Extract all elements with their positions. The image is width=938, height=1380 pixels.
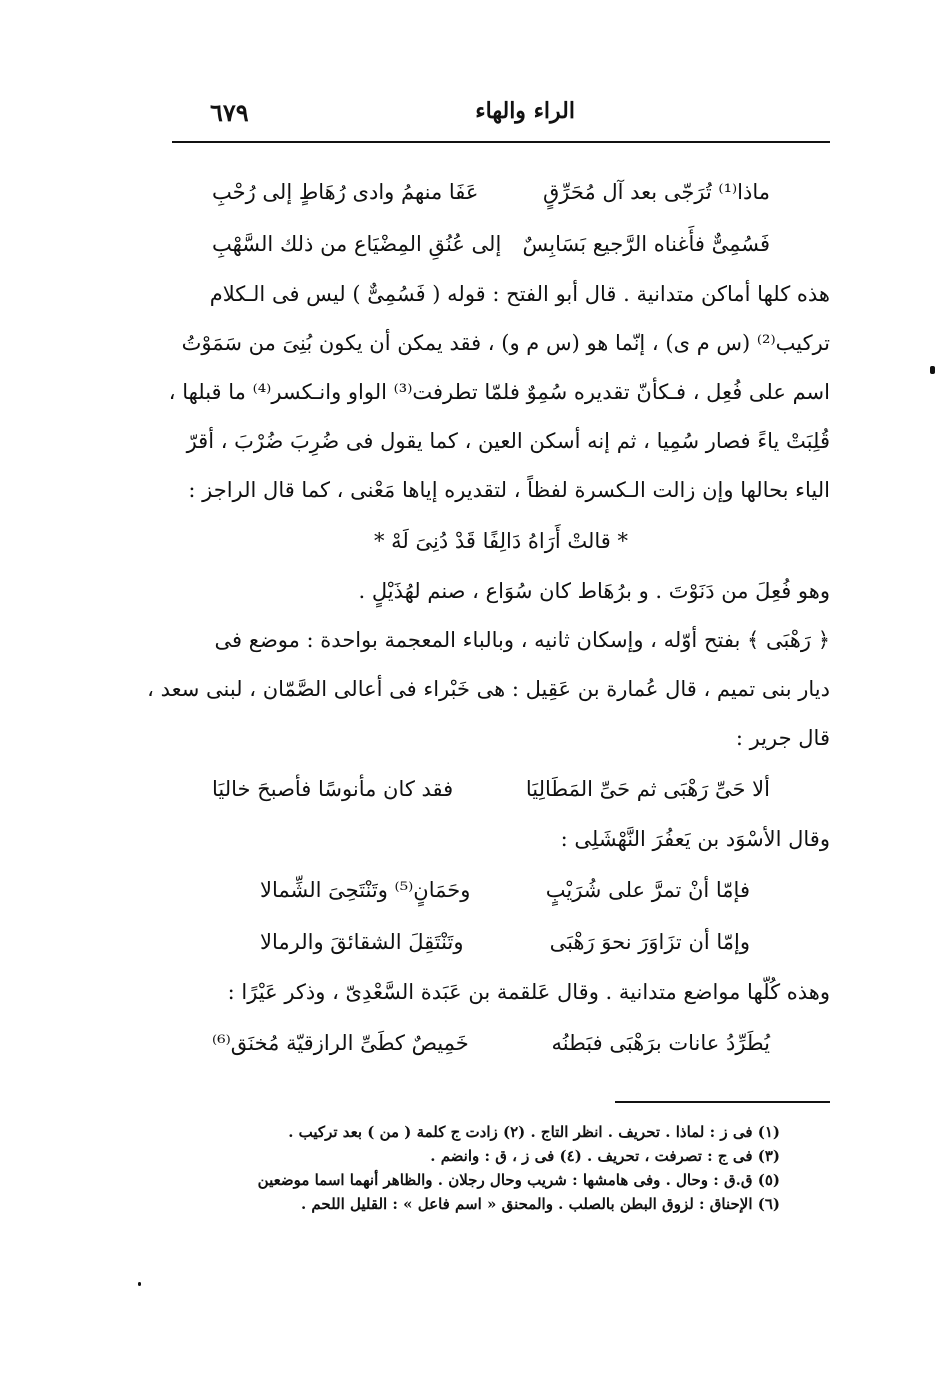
verse-hemistich-right: فإمّا أنْ تمرَّ على شُرَيْبٍ (545, 878, 750, 902)
verse-hemistich-right: فَسُمِىٌّ فأَغناه الرَّجيع بَسَابِسٌ (522, 232, 770, 256)
verse-hemistich-right: ماذا⁽¹⁾ تُرَجّى بعد آل مُحَرِّقٍ (543, 180, 770, 204)
main-text (147, 166, 830, 1069)
prose-block (172, 815, 830, 864)
running-title: الراء والهاء (475, 98, 575, 124)
page-number: ٦٧٩ (210, 98, 249, 127)
prose-line: قُلِبَتْ ياءً فصار سُمِيا ، ثم إنه أسكن العين ، كما يقول فى ضُرِبَ ضُرْبَ ، أقرّ (186, 429, 830, 453)
running-header (172, 92, 830, 132)
prose-line: الياء بحالها وإن زالت الـكسرة لفظاً ، لتقديره إياها مَعْنى ، كما قال الراجز : (188, 478, 830, 502)
verse-line (172, 218, 830, 270)
prose-line: اسم على فُعِل ، فـكأنّ تقديره سُمِوٌ فلمّا تطرفت⁽³⁾ الواو وانـكسر⁽⁴⁾ ما قبلها ، (168, 380, 830, 404)
scan-speck (930, 366, 935, 374)
verse-line (172, 916, 830, 968)
prose-line: هذه كلها أماكن متدانية . قال أبو الفتح : قوله ( فَسُمِىٌّ ) ليس فى الـكلام (209, 282, 830, 306)
verse-hemistich-right: ألا حَىِّ رَهْبَى ثم حَىِّ المَطَالِيَا (525, 777, 770, 801)
verse-line (172, 166, 830, 218)
footnotes (170, 1120, 780, 1216)
verse-hemistich-left: وتَنْتَقِلَ الشقائقَ والرمالا (260, 930, 464, 954)
scan-speck (138, 1282, 141, 1286)
prose-block (168, 270, 830, 515)
prose-line: قال جرير : (735, 726, 830, 750)
verse-hemistich-left: عَفَا منهمُ وادى رُهَاطٍ إلى رُحْبِ (212, 180, 479, 204)
verse-hemistich-right: يُطَرِّدُ عانات برَهْبَى فبَطنُه (551, 1031, 770, 1055)
prose-block (172, 968, 830, 1017)
footnote: (١) فى ز : لماذا . تحريف . انظر التاج . (٢) زادت ج كلمة ( من ) بعد تركيب . (288, 1123, 780, 1141)
footnote-rule (615, 1101, 830, 1103)
verse-hemistich-left: خَمِيصٌ كطَىِّ الرازقيّة مُخنَق⁽⁶⁾ (212, 1031, 469, 1055)
prose-line: تركيب⁽²⁾ (س م ى) ، إنّما هو (س م و) ، فقد يمكن أن يكون بُنِىَ من سَمَوْتُ (181, 331, 830, 355)
verse-line (172, 1017, 830, 1069)
verse-line (172, 864, 830, 916)
prose-line: وهذه كُلّها مواضع متدانية . وقال عَلقمة بن عَبَدة السَّعْدِىّ ، وذكر عَيْرًا : (227, 980, 830, 1004)
header-rule (172, 141, 830, 143)
verse-hemistich-right: وإمّا أن تزَاوَرَ نحوَ رَهْبَى (549, 930, 750, 954)
entry-line: ﴿ رَهْبَى ﴾ بفتح أوّله ، وإسكان ثانيه ، وبالباء المعجمة بواحدة : موضع فى (214, 628, 830, 652)
prose-line: وهو فُعِلَ من دَنَوْتَ . و برُهَاط كان سُوَاع ، صنم لهُذَيْلٍ . (358, 579, 830, 603)
verse-line (172, 763, 830, 815)
footnote: (٦) الإحناق : لزوق البطن بالصلب . والمحنق « اسم فاعل » : القليل اللحم . (300, 1195, 780, 1213)
footnote: (٣) فى ج : تصرفت ، تحريف . (٤) فى ز ، ق : وانضم . (430, 1147, 780, 1165)
verse-hemistich-left: فقد كان مأنوسًا فأصبحَ خاليَا (212, 777, 454, 801)
verse-hemistich-left: وحَمَانٍ⁽⁵⁾ وتَنْتَحِىَ الشِّمالا (260, 878, 471, 902)
prose-block (147, 567, 830, 763)
prose-line: وقال الأسْوَد بن يَعفُرَ النَّهْشَلِى : (560, 827, 830, 851)
footnote: (٥) ق.ق : وحال . وفى هامشها : شريب وحال رجلان . والظاهر أنهما اسما موضعين (257, 1171, 780, 1189)
prose-line: ديار بنى تميم ، قال عُمارة بن عَقِيل : هى خَبْراء فى أعالى الصَّمّان ، لبنى سعد ، (147, 677, 830, 701)
verse-hemistich-left: إلى عُنُقِ المِضْيَاع من ذلك السَّهْبِ (212, 232, 502, 256)
rajaz-verse: * قالتْ أَرَاهُ دَالِفًا قَدْ دُنِىَ لَهْ * (373, 529, 629, 553)
